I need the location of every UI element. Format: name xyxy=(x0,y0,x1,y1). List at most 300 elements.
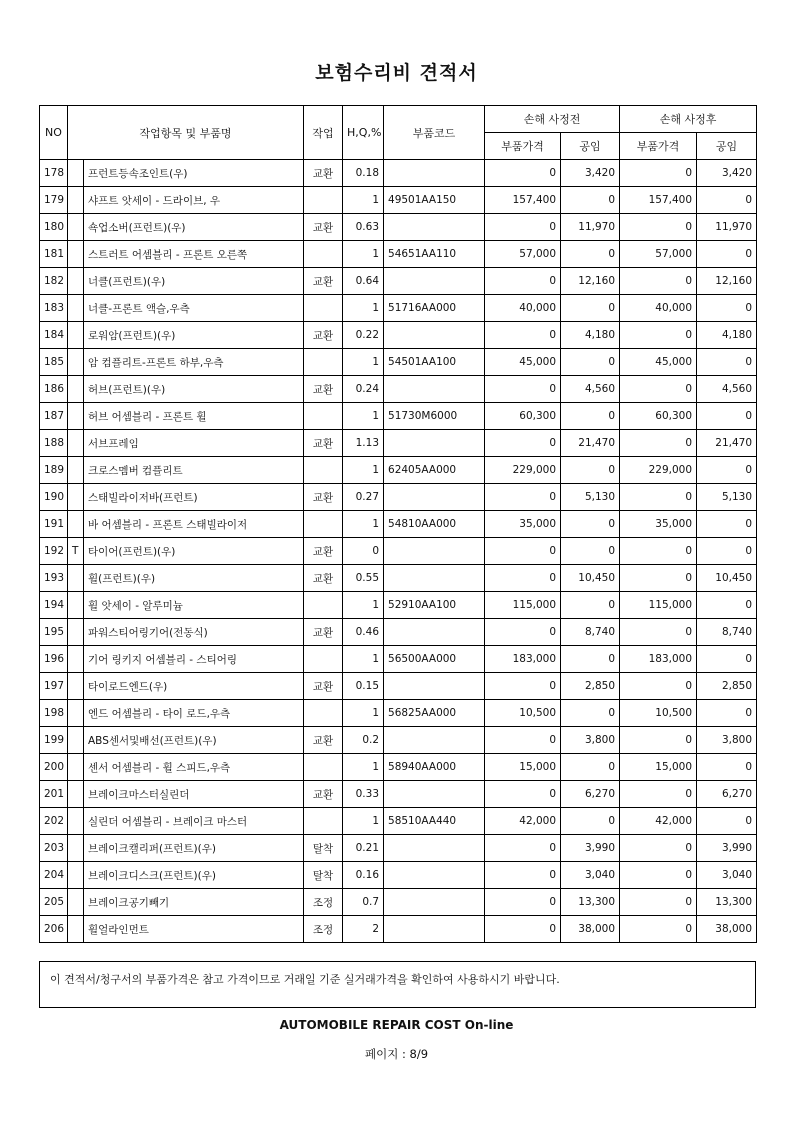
row-number: 185 xyxy=(40,349,68,376)
row-item-name: 프런트등속조인트(우) xyxy=(84,160,304,187)
table-row xyxy=(40,268,757,295)
row-hq: 0.55 xyxy=(343,565,384,592)
row-work-type xyxy=(304,511,343,538)
row-before-labor: 0 xyxy=(561,646,620,673)
row-hq: 2 xyxy=(343,916,384,943)
table-row xyxy=(40,322,757,349)
row-after-part-price: 42,000 xyxy=(620,808,697,835)
row-before-labor: 0 xyxy=(561,457,620,484)
row-before-labor: 0 xyxy=(561,403,620,430)
row-before-labor: 0 xyxy=(561,241,620,268)
row-hq: 0.15 xyxy=(343,673,384,700)
row-number: 182 xyxy=(40,268,68,295)
header-before-assessment: 손해 사정전 xyxy=(485,106,620,133)
row-item-name: 타이어(프런트)(우) xyxy=(84,538,304,565)
row-before-labor: 0 xyxy=(561,295,620,322)
row-before-part-price: 183,000 xyxy=(485,646,561,673)
row-before-labor: 10,450 xyxy=(561,565,620,592)
table-row xyxy=(40,160,757,187)
row-after-labor: 0 xyxy=(697,808,757,835)
row-after-labor: 21,470 xyxy=(697,430,757,457)
row-hq: 0.27 xyxy=(343,484,384,511)
row-number: 206 xyxy=(40,916,68,943)
row-item-name: 로워암(프런트)(우) xyxy=(84,322,304,349)
row-part-code xyxy=(384,916,485,943)
row-hq: 0.64 xyxy=(343,268,384,295)
table-row xyxy=(40,673,757,700)
row-part-code: 51730M6000 xyxy=(384,403,485,430)
row-item-name: 허브 어셈블리 - 프론트 휠 xyxy=(84,403,304,430)
table-row xyxy=(40,430,757,457)
row-part-code xyxy=(384,214,485,241)
row-hq: 0.33 xyxy=(343,781,384,808)
row-before-part-price: 0 xyxy=(485,889,561,916)
row-work-type xyxy=(304,187,343,214)
row-number: 183 xyxy=(40,295,68,322)
table-row xyxy=(40,484,757,511)
row-item-name: 엔드 어셈블리 - 타이 로드,우측 xyxy=(84,700,304,727)
notice-text: 이 견적서/청구서의 부품가격은 참고 가격이므로 거래일 기준 실거래가격을 확인하여 사용하시기 바랍니다. xyxy=(50,973,560,986)
row-number: 187 xyxy=(40,403,68,430)
notice-box xyxy=(39,961,756,1008)
row-before-part-price: 0 xyxy=(485,268,561,295)
row-number: 181 xyxy=(40,241,68,268)
row-flag xyxy=(68,160,84,187)
row-flag xyxy=(68,376,84,403)
row-work-type xyxy=(304,646,343,673)
row-work-type xyxy=(304,349,343,376)
row-part-code xyxy=(384,673,485,700)
row-hq: 1 xyxy=(343,511,384,538)
row-part-code: 58940AA000 xyxy=(384,754,485,781)
row-after-labor: 0 xyxy=(697,538,757,565)
row-item-name: 서브프레임 xyxy=(84,430,304,457)
row-part-code xyxy=(384,268,485,295)
row-flag xyxy=(68,646,84,673)
row-work-type xyxy=(304,754,343,781)
row-after-part-price: 60,300 xyxy=(620,403,697,430)
row-after-part-price: 0 xyxy=(620,214,697,241)
row-work-type: 교환 xyxy=(304,160,343,187)
row-flag xyxy=(68,214,84,241)
row-number: 196 xyxy=(40,646,68,673)
row-after-part-price: 0 xyxy=(620,781,697,808)
row-item-name: 센서 어셈블리 - 휠 스피드,우측 xyxy=(84,754,304,781)
row-flag xyxy=(68,403,84,430)
row-after-part-price: 40,000 xyxy=(620,295,697,322)
row-before-labor: 0 xyxy=(561,349,620,376)
row-after-part-price: 10,500 xyxy=(620,700,697,727)
footer-title: AUTOMOBILE REPAIR COST On-line xyxy=(279,1018,514,1032)
row-item-name: 바 어셈블리 - 프론트 스태빌라이저 xyxy=(84,511,304,538)
row-after-part-price: 35,000 xyxy=(620,511,697,538)
row-before-part-price: 0 xyxy=(485,322,561,349)
row-after-part-price: 0 xyxy=(620,889,697,916)
row-after-labor: 4,180 xyxy=(697,322,757,349)
row-after-part-price: 15,000 xyxy=(620,754,697,781)
row-flag xyxy=(68,484,84,511)
row-after-labor: 38,000 xyxy=(697,916,757,943)
row-number: 197 xyxy=(40,673,68,700)
row-after-labor: 8,740 xyxy=(697,619,757,646)
row-item-name: 실린더 어셈블리 - 브레이크 마스터 xyxy=(84,808,304,835)
row-after-labor: 0 xyxy=(697,511,757,538)
row-flag xyxy=(68,889,84,916)
header-after-labor: 공임 xyxy=(697,133,757,160)
row-before-labor: 8,740 xyxy=(561,619,620,646)
row-flag xyxy=(68,241,84,268)
row-work-type: 교환 xyxy=(304,619,343,646)
row-item-name: 휠 앗세이 - 알루미늄 xyxy=(84,592,304,619)
row-number: 192 xyxy=(40,538,68,565)
row-part-code: 52910AA100 xyxy=(384,592,485,619)
row-before-labor: 0 xyxy=(561,754,620,781)
row-before-labor: 12,160 xyxy=(561,268,620,295)
row-before-part-price: 0 xyxy=(485,727,561,754)
row-before-labor: 0 xyxy=(561,511,620,538)
row-after-part-price: 0 xyxy=(620,565,697,592)
row-hq: 1 xyxy=(343,403,384,430)
row-work-type: 교환 xyxy=(304,268,343,295)
row-number: 203 xyxy=(40,835,68,862)
row-before-labor: 3,420 xyxy=(561,160,620,187)
header-no: NO xyxy=(40,106,68,160)
row-after-part-price: 183,000 xyxy=(620,646,697,673)
row-before-part-price: 0 xyxy=(485,862,561,889)
table-row xyxy=(40,349,757,376)
row-work-type: 탈착 xyxy=(304,862,343,889)
table-row xyxy=(40,295,757,322)
row-before-part-price: 0 xyxy=(485,781,561,808)
row-before-labor: 6,270 xyxy=(561,781,620,808)
row-work-type xyxy=(304,808,343,835)
row-flag xyxy=(68,565,84,592)
row-after-part-price: 0 xyxy=(620,835,697,862)
row-work-type xyxy=(304,457,343,484)
row-before-part-price: 10,500 xyxy=(485,700,561,727)
row-hq: 0.16 xyxy=(343,862,384,889)
row-before-part-price: 0 xyxy=(485,484,561,511)
row-item-name: 파워스티어링기어(전동식) xyxy=(84,619,304,646)
row-work-type xyxy=(304,403,343,430)
row-item-name: 휠(프런트)(우) xyxy=(84,565,304,592)
table-row xyxy=(40,565,757,592)
document-title: 보험수리비 견적서 xyxy=(315,62,478,84)
row-work-type: 교환 xyxy=(304,376,343,403)
row-before-labor: 3,990 xyxy=(561,835,620,862)
table-row xyxy=(40,619,757,646)
row-hq: 1 xyxy=(343,754,384,781)
row-item-name: 너클-프론트 액슬,우측 xyxy=(84,295,304,322)
row-after-labor: 12,160 xyxy=(697,268,757,295)
row-item-name: 쇽업소버(프런트)(우) xyxy=(84,214,304,241)
row-item-name: ABS센서및배선(프런트)(우) xyxy=(84,727,304,754)
row-number: 195 xyxy=(40,619,68,646)
row-number: 191 xyxy=(40,511,68,538)
row-part-code xyxy=(384,781,485,808)
row-work-type: 조정 xyxy=(304,916,343,943)
row-work-type xyxy=(304,241,343,268)
row-after-part-price: 45,000 xyxy=(620,349,697,376)
row-after-part-price: 0 xyxy=(620,862,697,889)
row-work-type: 교환 xyxy=(304,673,343,700)
row-after-labor: 0 xyxy=(697,646,757,673)
row-before-part-price: 35,000 xyxy=(485,511,561,538)
page-number: 페이지 : 8/9 xyxy=(364,1047,429,1061)
row-part-code xyxy=(384,430,485,457)
row-item-name: 스태빌라이저바(프런트) xyxy=(84,484,304,511)
header-after-part-price: 부품가격 xyxy=(620,133,697,160)
row-before-labor: 0 xyxy=(561,538,620,565)
row-part-code xyxy=(384,862,485,889)
row-number: 202 xyxy=(40,808,68,835)
table-row xyxy=(40,835,757,862)
row-flag: T xyxy=(68,538,84,565)
header-before-part-price: 부품가격 xyxy=(485,133,561,160)
row-number: 201 xyxy=(40,781,68,808)
row-number: 200 xyxy=(40,754,68,781)
row-item-name: 크로스멤버 컴플리트 xyxy=(84,457,304,484)
table-row xyxy=(40,376,757,403)
row-hq: 1 xyxy=(343,457,384,484)
row-work-type: 조정 xyxy=(304,889,343,916)
row-after-labor: 0 xyxy=(697,700,757,727)
row-hq: 1 xyxy=(343,592,384,619)
estimate-table xyxy=(39,105,757,943)
row-number: 178 xyxy=(40,160,68,187)
row-number: 193 xyxy=(40,565,68,592)
row-hq: 1 xyxy=(343,646,384,673)
row-after-part-price: 0 xyxy=(620,268,697,295)
row-flag xyxy=(68,430,84,457)
row-flag xyxy=(68,268,84,295)
header-part-code: 부품코드 xyxy=(384,106,485,160)
row-item-name: 브레이크공기빼기 xyxy=(84,889,304,916)
row-before-part-price: 229,000 xyxy=(485,457,561,484)
row-work-type xyxy=(304,295,343,322)
row-flag xyxy=(68,727,84,754)
row-before-part-price: 157,400 xyxy=(485,187,561,214)
row-flag xyxy=(68,862,84,889)
estimate-rows xyxy=(40,160,757,943)
row-item-name: 브레이크캘리퍼(프런트)(우) xyxy=(84,835,304,862)
row-part-code: 54651AA110 xyxy=(384,241,485,268)
row-item-name: 브레이크디스크(프런트)(우) xyxy=(84,862,304,889)
row-flag xyxy=(68,187,84,214)
row-hq: 1 xyxy=(343,241,384,268)
row-hq: 1 xyxy=(343,349,384,376)
row-after-labor: 0 xyxy=(697,754,757,781)
row-before-labor: 4,560 xyxy=(561,376,620,403)
row-hq: 0.22 xyxy=(343,322,384,349)
row-hq: 0.2 xyxy=(343,727,384,754)
row-after-labor: 0 xyxy=(697,403,757,430)
row-part-code xyxy=(384,484,485,511)
row-work-type: 탈착 xyxy=(304,835,343,862)
row-after-part-price: 0 xyxy=(620,538,697,565)
row-number: 194 xyxy=(40,592,68,619)
row-before-part-price: 115,000 xyxy=(485,592,561,619)
row-part-code: 62405AA000 xyxy=(384,457,485,484)
table-row xyxy=(40,646,757,673)
row-number: 179 xyxy=(40,187,68,214)
table-row xyxy=(40,592,757,619)
row-after-part-price: 0 xyxy=(620,322,697,349)
row-hq: 0.18 xyxy=(343,160,384,187)
table-row xyxy=(40,862,757,889)
row-part-code: 56500AA000 xyxy=(384,646,485,673)
row-after-labor: 3,800 xyxy=(697,727,757,754)
row-flag xyxy=(68,916,84,943)
row-work-type xyxy=(304,700,343,727)
header-hq: H,Q,% xyxy=(343,106,384,160)
row-after-labor: 2,850 xyxy=(697,673,757,700)
row-item-name: 기어 링키지 어셈블리 - 스티어링 xyxy=(84,646,304,673)
row-before-labor: 4,180 xyxy=(561,322,620,349)
row-after-labor: 3,040 xyxy=(697,862,757,889)
row-before-part-price: 0 xyxy=(485,835,561,862)
row-number: 199 xyxy=(40,727,68,754)
table-row xyxy=(40,538,757,565)
table-row xyxy=(40,187,757,214)
row-after-part-price: 0 xyxy=(620,484,697,511)
table-row xyxy=(40,727,757,754)
table-row xyxy=(40,889,757,916)
row-number: 198 xyxy=(40,700,68,727)
row-part-code: 49501AA150 xyxy=(384,187,485,214)
row-before-part-price: 15,000 xyxy=(485,754,561,781)
row-item-name: 스트러트 어셈블리 - 프론트 오른쪽 xyxy=(84,241,304,268)
row-after-part-price: 229,000 xyxy=(620,457,697,484)
row-after-labor: 0 xyxy=(697,592,757,619)
row-number: 184 xyxy=(40,322,68,349)
row-hq: 1 xyxy=(343,295,384,322)
row-before-part-price: 0 xyxy=(485,916,561,943)
row-part-code: 51716AA000 xyxy=(384,295,485,322)
row-part-code xyxy=(384,322,485,349)
row-flag xyxy=(68,619,84,646)
row-before-part-price: 0 xyxy=(485,376,561,403)
row-number: 204 xyxy=(40,862,68,889)
row-work-type: 교환 xyxy=(304,214,343,241)
row-work-type: 교환 xyxy=(304,322,343,349)
row-part-code: 58510AA440 xyxy=(384,808,485,835)
row-part-code xyxy=(384,619,485,646)
header-after-assessment: 손해 사정후 xyxy=(620,106,757,133)
row-before-labor: 38,000 xyxy=(561,916,620,943)
row-hq: 1 xyxy=(343,700,384,727)
row-before-part-price: 0 xyxy=(485,214,561,241)
row-after-labor: 5,130 xyxy=(697,484,757,511)
row-hq: 0 xyxy=(343,538,384,565)
row-before-part-price: 0 xyxy=(485,619,561,646)
row-before-labor: 0 xyxy=(561,592,620,619)
row-before-labor: 11,970 xyxy=(561,214,620,241)
row-item-name: 타이로드엔드(우) xyxy=(84,673,304,700)
row-after-labor: 4,560 xyxy=(697,376,757,403)
row-before-part-price: 0 xyxy=(485,673,561,700)
row-hq: 0.21 xyxy=(343,835,384,862)
row-part-code xyxy=(384,835,485,862)
row-after-part-price: 0 xyxy=(620,376,697,403)
row-part-code: 54810AA000 xyxy=(384,511,485,538)
row-before-part-price: 0 xyxy=(485,565,561,592)
row-before-labor: 3,800 xyxy=(561,727,620,754)
row-part-code xyxy=(384,376,485,403)
row-flag xyxy=(68,295,84,322)
row-flag xyxy=(68,457,84,484)
row-before-part-price: 0 xyxy=(485,430,561,457)
row-work-type: 교환 xyxy=(304,565,343,592)
row-after-labor: 10,450 xyxy=(697,565,757,592)
row-number: 186 xyxy=(40,376,68,403)
row-part-code: 54501AA100 xyxy=(384,349,485,376)
table-row xyxy=(40,808,757,835)
row-hq: 1.13 xyxy=(343,430,384,457)
row-flag xyxy=(68,808,84,835)
row-after-part-price: 57,000 xyxy=(620,241,697,268)
row-hq: 0.46 xyxy=(343,619,384,646)
row-flag xyxy=(68,592,84,619)
row-after-labor: 0 xyxy=(697,457,757,484)
row-after-part-price: 157,400 xyxy=(620,187,697,214)
row-before-labor: 0 xyxy=(561,700,620,727)
row-number: 180 xyxy=(40,214,68,241)
row-after-labor: 0 xyxy=(697,349,757,376)
row-part-code: 56825AA000 xyxy=(384,700,485,727)
row-number: 188 xyxy=(40,430,68,457)
row-hq: 0.24 xyxy=(343,376,384,403)
row-after-labor: 6,270 xyxy=(697,781,757,808)
row-after-part-price: 0 xyxy=(620,430,697,457)
row-before-part-price: 60,300 xyxy=(485,403,561,430)
row-flag xyxy=(68,511,84,538)
row-before-part-price: 42,000 xyxy=(485,808,561,835)
row-after-part-price: 0 xyxy=(620,727,697,754)
row-flag xyxy=(68,322,84,349)
table-row xyxy=(40,916,757,943)
row-before-labor: 13,300 xyxy=(561,889,620,916)
row-before-labor: 21,470 xyxy=(561,430,620,457)
row-work-type: 교환 xyxy=(304,727,343,754)
row-before-part-price: 0 xyxy=(485,160,561,187)
row-part-code xyxy=(384,889,485,916)
row-after-part-price: 0 xyxy=(620,916,697,943)
row-after-labor: 3,420 xyxy=(697,160,757,187)
row-hq: 1 xyxy=(343,808,384,835)
row-before-labor: 0 xyxy=(561,808,620,835)
row-after-labor: 11,970 xyxy=(697,214,757,241)
row-hq: 0.7 xyxy=(343,889,384,916)
row-item-name: 허브(프런트)(우) xyxy=(84,376,304,403)
row-work-type: 교환 xyxy=(304,484,343,511)
row-before-labor: 5,130 xyxy=(561,484,620,511)
row-after-part-price: 0 xyxy=(620,160,697,187)
row-work-type: 교환 xyxy=(304,538,343,565)
table-row xyxy=(40,214,757,241)
row-flag xyxy=(68,781,84,808)
row-flag xyxy=(68,700,84,727)
row-item-name: 너클(프런트)(우) xyxy=(84,268,304,295)
row-after-labor: 3,990 xyxy=(697,835,757,862)
header-item: 작업항목 및 부품명 xyxy=(68,106,304,160)
row-work-type xyxy=(304,592,343,619)
row-work-type: 교환 xyxy=(304,781,343,808)
row-before-part-price: 0 xyxy=(485,538,561,565)
row-part-code xyxy=(384,727,485,754)
table-row xyxy=(40,754,757,781)
table-row xyxy=(40,700,757,727)
